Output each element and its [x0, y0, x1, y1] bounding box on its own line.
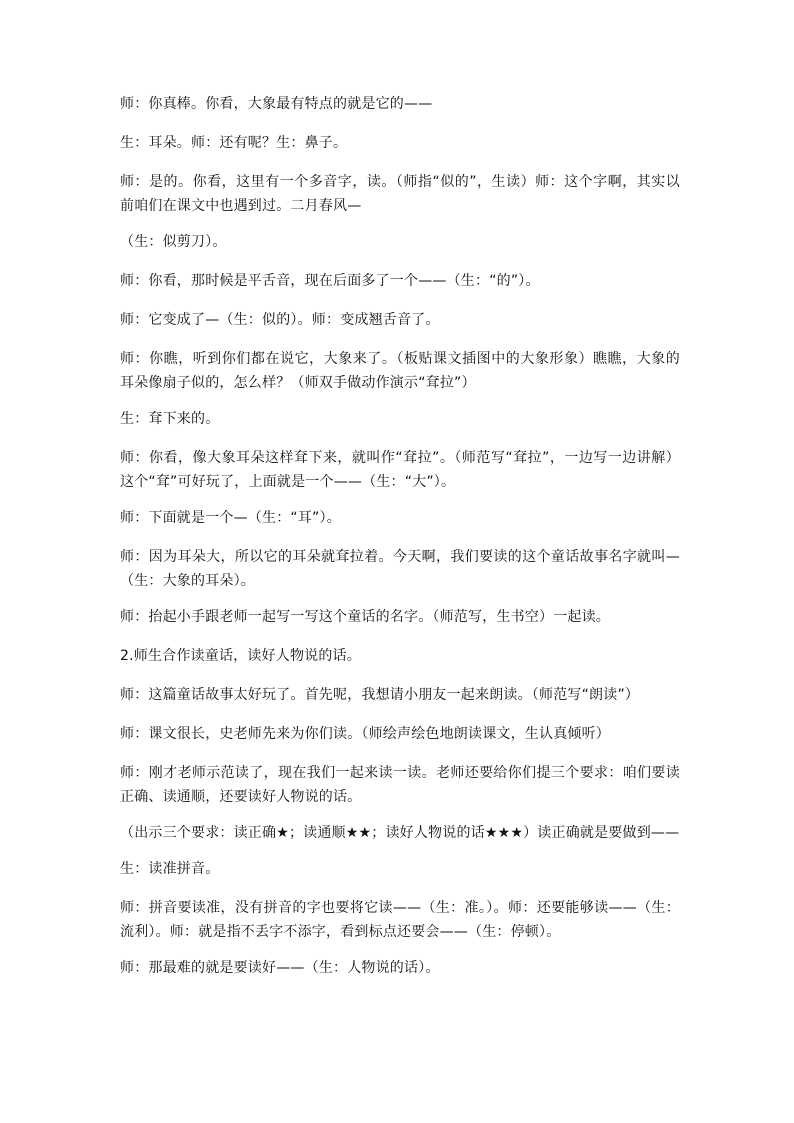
paragraph-7: 师：你瞧，听到你们都在说它，大象来了。（板贴课文插图中的大象形象）瞧瞧，大象的耳朵像扇子似的，怎么样？（师双手做动作演示“耷拉”） [120, 351, 680, 391]
paragraph-17: （出示三个要求：读正确★；读通顺★★；读好人物说的话★★★）读正确就是要做到—— [120, 825, 680, 841]
paragraph-8: 生：耷下来的。 [120, 411, 220, 427]
document-body [120, 92, 680, 995]
section-heading: 2.师生合作读童话，读好人物说的话。 [120, 648, 361, 664]
paragraph-5: 师：你看，那时候是平舌音，现在后面多了一个——（生：“的”）。 [120, 273, 540, 289]
paragraph-3: 师：是的。你看，这里有一个多音字，读。（师指“似的”，生读）师：这个字啊，其实以前咱们在课文中也遇到过。二月春风— [120, 174, 680, 214]
paragraph-18: 生：读准拼音。 [120, 861, 220, 877]
paragraph-1: 师：你真棒。你看，大象最有特点的就是它的—— [120, 96, 433, 112]
paragraph-11: 师：因为耳朵大，所以它的耳朵就耷拉着。今天啊，我们要读的这个童话故事名字就叫—（生：大象的耳朵）。 [120, 549, 680, 589]
paragraph-4: （生：似剪刀）。 [120, 234, 227, 250]
paragraph-12: 师：抬起小手跟老师一起写一写这个童话的名字。（师范写，生书空）一起读。 [120, 609, 610, 625]
paragraph-9: 师：你看，像大象耳朵这样耷下来，就叫作“耷拉”。（师范写“耷拉”，一边写一边讲解）这个“耷”可好玩了，上面就是一个——（生：“大”）。 [120, 450, 680, 490]
paragraph-14: 师：这篇童话故事太好玩了。首先呢，我想请小朋友一起来朗读。（师范写“朗读”） [120, 687, 640, 703]
paragraph-20: 师：那最难的就是要读好——（生：人物说的话）。 [120, 960, 440, 976]
paragraph-6: 师：它变成了—（生：似的）。师：变成翘舌音了。 [120, 312, 440, 328]
paragraph-2: 生：耳朵。师：还有呢？生：鼻子。 [120, 135, 348, 151]
paragraph-15: 师：课文很长，史老师先来为你们读。（师绘声绘色地朗读课文，生认真倾听） [120, 726, 610, 742]
paragraph-10: 师：下面就是一个—（生：“耳”）。 [120, 510, 341, 526]
paragraph-19: 师：拼音要读准，没有拼音的字也要将它读——（生：准。）。师：还要能够读——（生：流利）。师：就是指不丢字不添字，看到标点还要会——（生：停顿）。 [120, 900, 680, 940]
paragraph-16: 师：刚才老师示范读了，现在我们一起来读一读。老师还要给你们提三个要求：咱们要读正确、读通顺，还要读好人物说的话。 [120, 765, 680, 805]
